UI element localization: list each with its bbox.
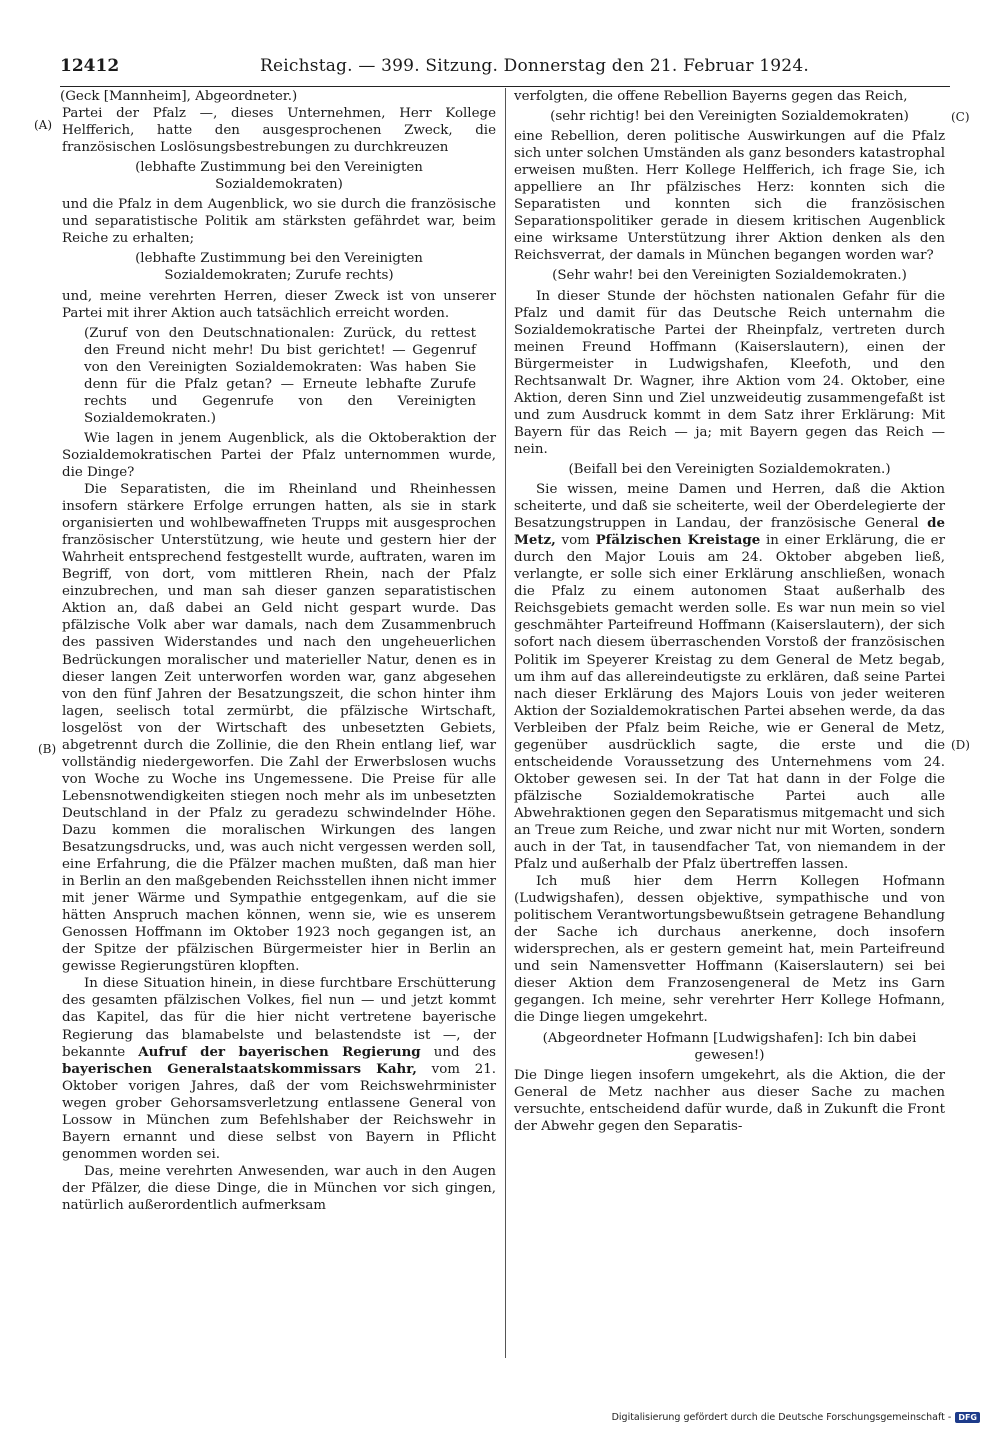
left-column	[62, 88, 496, 1214]
speaker-line: (Geck [Mannheim], Abgeordneter.)	[60, 89, 298, 104]
margin-label-b: (B)	[38, 742, 57, 756]
page-header	[60, 56, 950, 87]
interjection: (sehr richtig! bei den Vereinigten Sozialdemokraten)	[550, 109, 909, 125]
emphasis: Aufruf der bayerischen Regierung	[138, 1043, 421, 1060]
interjection: (Beifall bei den Vereinigten Sozialdemokraten.)	[568, 461, 891, 477]
paragraph: Sie wissen, meine Damen und Herren, daß die Aktion scheiterte, und daß sie scheiterte, weil der Oberdelegierte der Besatzungstruppen in Landau, der französische General de Metz, vom Pfälzischen Kreistage in einer Erklärung, die er durch den Major Louis am 24. Oktober abgeben ließ, verlangte, er solle sich einer Erklärung anschließen, wonach die Pfalz zu einem autonomen Staat außerhalb des Reichsgebiets gemacht werden solle. Es war nun mein so viel geschmähter Parteifreund Hoffmann (Kaiserslautern), der sich sofort nach diesem überraschenden Vorstoß der französischen Politik im Speyerer Kreistag zu dem General de Metz begab, um ihm auf das allereindeutigste zu erklären, daß seine Partei nach dieser Erklärung des Majors Louis von jeder weiteren Aktion der Sozialdemokratischen Partei absehen werde, da das Verbleiben der Pfalz beim Reiche, wie er General de Metz, gegenüber ausdrücklich sagte, die erste und die entscheidende Voraussetzung des Unternehmens vom 24. Oktober gewesen sei. In der Tat hat dann in der Folge die pfälzische Sozialdemokratische Partei auch alle Abwehraktionen gegen den Separatismus mitgemacht und sich an Treue zum Reiche, und zwar nicht nur mit Worten, sondern auch in der Tat, in tausendfacher Tat, von niemandem in der Pfalz und außerhalb der Pfalz übertreffen lassen.	[514, 482, 945, 873]
column-divider	[505, 88, 506, 1358]
paragraph: Die Dinge liegen insofern umgekehrt, als die Aktion, die der General de Metz nachher aus dieser Sache zu machen versuchte, entscheidend dafür wurde, daß in Zukunft die Front der Abwehr gegen den Separatis-	[514, 1067, 945, 1134]
paragraph: Partei der Pfalz —, dieses Unternehmen, Herr Kollege Helfferich, hatte den ausgesprochenen Zweck, die französischen Loslösungsbestrebungen zu durchkreuzen	[62, 106, 496, 156]
paragraph: verfolgten, die offene Rebellion Bayerns gegen das Reich,	[514, 89, 908, 104]
interjection: (Abgeordneter Hofmann [Ludwigshafen]: Ich bin dabei gewesen!)	[542, 1030, 917, 1063]
margin-label-d: (D)	[951, 738, 970, 752]
right-column	[514, 88, 945, 1135]
paragraph: In diese Situation hinein, in diese furchtbare Erschütterung des gesamten pfälzischen Volkes, fiel nun — und jetzt kommt das Kapitel, das für die hier nicht vertretene bayerische Regierung das blamabelste und belastendste ist —, der bekannte Aufruf der bayerischen Regierung und des bayerischen Generalstaatskommissars Kahr, vom 21. Oktober vorigen Jahres, daß der vom Reichswehrminister wegen grober Gehorsamsverletzung entlassene General von Lossow in München zum Befehlshaber der Reichswehr in Bayern ernannt und diese selbst von Bayern in Pflicht genommen worden sei.	[62, 976, 496, 1162]
interjection: (lebhafte Zustimmung bei den Vereinigten Sozialdemokraten; Zurufe rechts)	[135, 251, 423, 284]
footer-text: Digitalisierung gefördert durch die Deutsche Forschungsgemeinschaft -	[611, 1412, 952, 1423]
emphasis: bayerischen Generalstaatskommissars Kahr,	[62, 1060, 417, 1077]
interjection: (Zuruf von den Deutschnationalen: Zurück, du rettest den Freund nicht mehr! Du bist gerichtet! — Gegenruf von den Vereinigten Sozialdemokraten: Was haben Sie denn für die Pfalz getan? — Erneute lebhafte Zurufe rechts und Gegenrufe von den Vereinigten Sozialdemokraten.)	[84, 325, 476, 426]
margin-label-a: (A)	[34, 118, 53, 132]
paragraph: und die Pfalz in dem Augenblick, wo sie durch die französische und separatistische Politik am stärksten gefährdet war, beim Reiche zu erhalten;	[62, 197, 496, 247]
interjection: (Sehr wahr! bei den Vereinigten Sozialdemokraten.)	[552, 268, 907, 284]
emphasis: Pfälzischen Kreistage	[595, 532, 761, 549]
page-number: 12412	[60, 56, 120, 76]
paragraph: Das, meine verehrten Anwesenden, war auch in den Augen der Pfälzer, die diese Dinge, die in München vor sich gingen, natürlich außerordentlich aufmerksam	[62, 1163, 496, 1213]
paragraph: und, meine verehrten Herren, dieser Zweck ist von unserer Partei mit ihrer Aktion auch tatsächlich erreicht worden.	[62, 288, 496, 321]
paragraph: Die Separatisten, die im Rheinland und Rheinhessen insofern stärkere Erfolge errungen hatten, als sie in stark organisierten und wohlbewaffneten Trupps mit ausgesprochen französischer Unterstützung, wie heute und gestern hier der Wahrheit entsprechend festgestellt wurde, auftraten, waren im Begriff, von dort, vom mittleren Rhein, nach der Pfalz einzubrechen, und man sah dieser ganzen separatistischen Aktion an, daß dabei an Geld nicht gespart wurde. Das pfälzische Volk aber war damals, nach dem Zusammenbruch des passiven Widerstandes und nach den ungeheuerlichen Bedrückungen moralischer und materieller Natur, denen es in dieser langen Zeit unterworfen worden war, ganz abgesehen von den fünf Jahren der Besatzungszeit, die schon hinter ihm lagen, seelisch total zermürbt, die pfälzische Wirtschaft, losgelöst von der Wirtschaft des unbesetzten Gebiets, abgetrennt durch die Zollinie, die den Rhein entlang lief, war vollständig niedergeworfen. Die Zahl der Erwerbslosen wuchs von Woche zu Woche ins Ungemessene. Die Preise für alle Lebensnotwendigkeiten stiegen noch mehr als im unbesetzten Deutschland in der Pfalz zu geradezu schwindelnder Höhe. Dazu kommen die moralischen Wirkungen des langen Besatzungsdrucks, und, was auch nicht vergessen werden soll, eine Erfahrung, die die Pfälzer machen mußten, daß man hier in Berlin an den maßgebenden Reichsstellen ihnen nicht immer mit jener Wärme und Sympathie entgegenkam, auf die sie hätten Anspruch machen können, wenn sie, wie es unserem Genossen Hoffmann im Oktober 1923 noch gegangen ist, an der Spitze der pfälzischen Bürgermeister hier in Berlin an gewisse Regierungstüren klopften.	[62, 482, 496, 975]
paragraph: eine Rebellion, deren politische Auswirkungen auf die Pfalz sich unter solchen Umständen als ganz besonders katastrophal erweisen mußten. Herr Kollege Helfferich, ich frage Sie, ich appelliere an Ihr pfälzisches Herz: konnten sich die Separatisten und konnten sich die französischen Separationspolitiker gerade in diesem kritischen Augenblick eine wirksame Unterstützung ihrer Aktion denken als den Reichsverrat, der damals in München begangen worden war?	[514, 129, 945, 264]
margin-label-c: (C)	[951, 110, 970, 124]
running-title: Reichstag. — 399. Sitzung. Donnerstag den 21. Februar 1924.	[260, 56, 809, 76]
emphasis: de Metz,	[514, 515, 945, 549]
dfg-logo: DFG	[955, 1412, 980, 1423]
footer	[612, 1412, 980, 1423]
paragraph: Wie lagen in jenem Augenblick, als die Oktoberaktion der Sozialdemokratischen Partei der Pfalz unternommen wurde, die Dinge?	[62, 430, 496, 480]
interjection: (lebhafte Zustimmung bei den Vereinigten Sozialdemokraten)	[135, 160, 423, 193]
paragraph: In dieser Stunde der höchsten nationalen Gefahr für die Pfalz und damit für das Deutsche Reich unternahm die Sozialdemokratische Partei der Rheinpfalz, vertreten durch meinen Freund Hoffmann (Kaiserslautern), einen der Bürgermeister in Ludwigshafen, Kleefoth, und den Rechtsanwalt Dr. Wagner, ihre Aktion vom 24. Oktober, eine Aktion, deren Sinn und Ziel unzweideutig zusammengefaßt ist und zum Ausdruck kommt in dem Satz ihrer Erklärung: Mit Bayern für das Reich — ja; mit Bayern gegen das Reich — nein.	[514, 288, 945, 457]
paragraph: Ich muß hier dem Herrn Kollegen Hofmann (Ludwigshafen), dessen objektive, sympathische und von politischem Verantwortungsbewußtsein getragene Behandlung der Sache ich durchaus anerkenne, doch insofern widersprechen, als er gestern gemeint hat, mein Parteifreund und sein Namensvetter Hoffmann (Kaiserslautern) sei bei dieser Aktion dem Franzosengeneral de Metz ins Garn gegangen. Ich meine, sehr verehrter Herr Kollege Hofmann, die Dinge liegen umgekehrt.	[514, 874, 945, 1026]
